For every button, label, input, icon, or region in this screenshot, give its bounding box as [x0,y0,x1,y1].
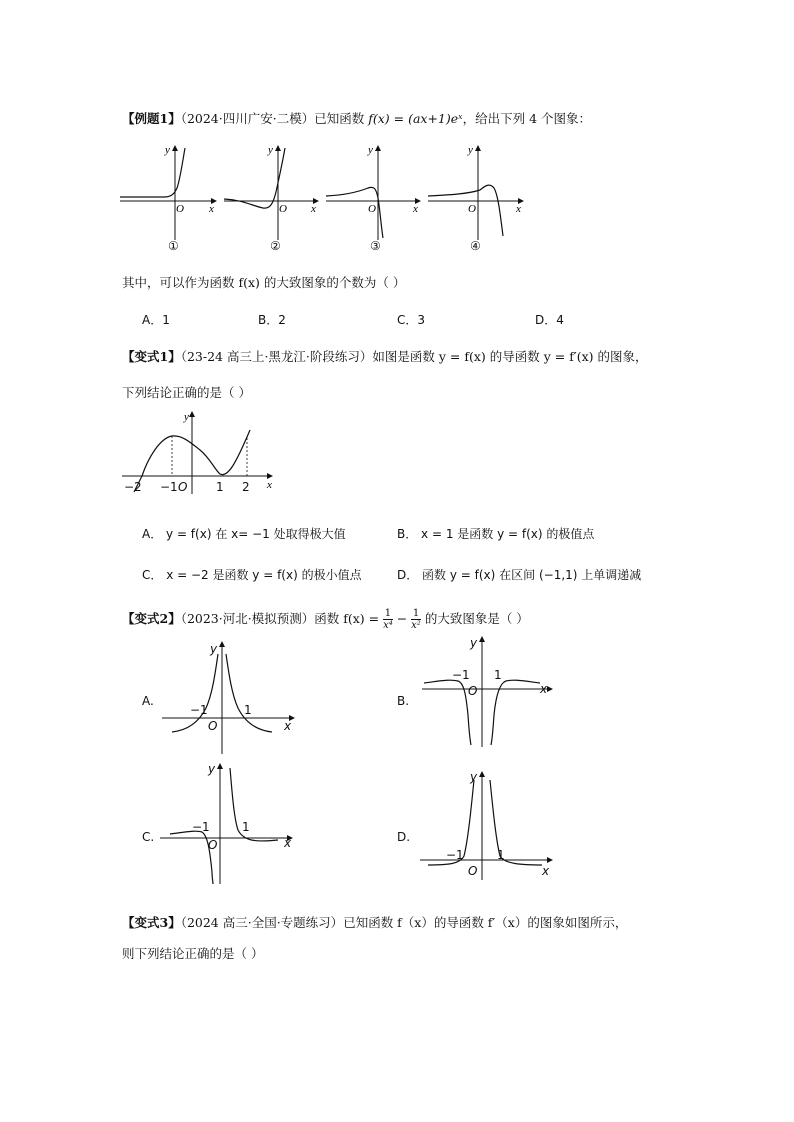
svg-text:x: x [209,203,214,215]
v1-tick-origin: O [178,480,188,494]
v2-b-ylab: y [470,636,478,650]
v2-a-xlab: x [284,719,292,733]
v2-c-xlab: x [284,836,292,850]
svg-text:y: y [165,144,170,156]
ex1-option-c[interactable]: C．3 [397,313,426,327]
v2-option-d[interactable]: D. [397,830,411,844]
v2-b-neg1: −1 [452,668,470,682]
v1-tick-2: 2 [242,480,250,494]
v3-stem: 已知函数 f（x）的导函数 f′（x）的图象如图所示， [343,915,628,930]
ex1-stem-b: ，给出下列 4 个图象： [462,111,591,126]
v3-source: （2024 高三·全国·专题练习） [180,915,344,930]
v2-d-neg1: −1 [446,848,464,862]
svg-text:y: y [184,411,189,423]
v1-stem: 如图是函数 y = f(x) 的导函数 y = f′(x) 的图象， [372,349,648,364]
svg-text:x: x [311,203,316,215]
v3-tag: 【变式3】 [122,915,181,930]
v1-tick-neg2: −2 [124,480,142,494]
svg-text:O: O [468,203,476,215]
v1-graph [120,408,280,498]
v2-option-b[interactable]: B. [397,694,410,708]
v2-stem-b: 的大致图象是（ ） [424,611,529,626]
svg-text:x: x [413,203,418,215]
svg-text:y: y [468,144,473,156]
ex1-formula: f(x) = (ax+1)eˣ [368,111,463,126]
ex1-graph-1 [120,144,216,240]
v1-stem2: 下列结论正确的是（ ） [122,385,251,400]
v1-option-d[interactable]: D． 函数 y = f(x) 在区间 (−1,1) 上单调递减 [397,568,642,582]
v2-frac-1: $\frac{1}{\text{x⁴}}$ [383,608,393,631]
ex1-graphs [118,140,538,255]
ex1-source: （2024·四川广安·二模） [180,111,315,126]
ex1-graph-label-4: ④ [470,239,481,253]
v1-tick-1: 1 [216,480,224,494]
v2-c-pos1: 1 [242,820,250,834]
ex1-graph-label-1: ① [168,239,179,253]
svg-text:O: O [368,203,376,215]
v2-b-pos1: 1 [494,668,502,682]
ex1-graph-label-2: ② [270,239,281,253]
v2-stem-a: 函数 f(x) = [314,611,380,626]
v2-c-origin: O [208,838,218,852]
ex1-question: 其中，可以作为函数 f(x) 的大致图象的个数为（ ） [122,275,406,290]
ex1-option-d[interactable]: D．4 [535,313,564,327]
v1-option-b[interactable]: B． x = 1 是函数 y = f(x) 的极值点 [397,527,595,541]
ex1-graph-4 [428,144,523,240]
v2-a-origin: O [208,719,218,733]
ex1-stem-a: 已知函数 [314,111,365,126]
v2-b-xlab: x [540,682,548,696]
v1-line [122,349,647,365]
v2-d-xlab: x [542,864,550,878]
v2-c-neg1: −1 [192,820,210,834]
ex1-option-a[interactable]: A．1 [142,313,170,327]
ex1-option-b[interactable]: B．2 [258,313,286,327]
v3-stem2: 则下列结论正确的是（ ） [122,946,264,961]
v2-tag: 【变式2】 [122,611,181,626]
v2-minus: − [396,611,408,626]
v2-a-pos1: 1 [244,703,252,717]
v2-graph-b [420,635,560,750]
v1-tick-neg1: −1 [160,480,178,494]
svg-text:O: O [176,203,184,215]
v2-d-pos1: 1 [497,848,505,862]
v2-source: （2023·河北·模拟预测） [180,611,315,626]
v2-frac-2: $\frac{1}{\text{x²}}$ [411,608,421,631]
v2-c-ylab: y [208,762,216,776]
v2-a-neg1: −1 [190,703,208,717]
v1-tag: 【变式1】 [122,349,181,364]
v2-a-ylab: y [210,642,218,656]
ex1-line [122,111,591,127]
v1-option-a[interactable]: A． y = f(x) 在 x= −1 处取得极大值 [142,527,346,541]
svg-text:x: x [267,479,272,491]
v2-graph-c [158,762,298,887]
svg-text:y: y [368,144,373,156]
v2-b-origin: O [468,684,478,698]
v2-line [122,608,529,631]
svg-text:O: O [279,203,287,215]
ex1-graph-3 [326,144,420,240]
v2-option-c[interactable]: C. [142,830,155,844]
svg-text:x: x [516,203,521,215]
v3-line [122,915,627,931]
v1-source: （23-24 高三上·黑龙江·阶段练习） [180,349,373,364]
ex1-tag: 【例题1】 [122,111,181,126]
v2-graph-a [160,640,300,760]
ex1-graph-2 [224,144,318,240]
svg-text:y: y [268,144,273,156]
v2-d-ylab: y [470,770,478,784]
v1-option-c[interactable]: C． x = −2 是函数 y = f(x) 的极小值点 [142,568,362,582]
ex1-graph-label-3: ③ [370,239,381,253]
v2-option-a[interactable]: A. [142,694,154,708]
v2-d-origin: O [468,864,478,878]
